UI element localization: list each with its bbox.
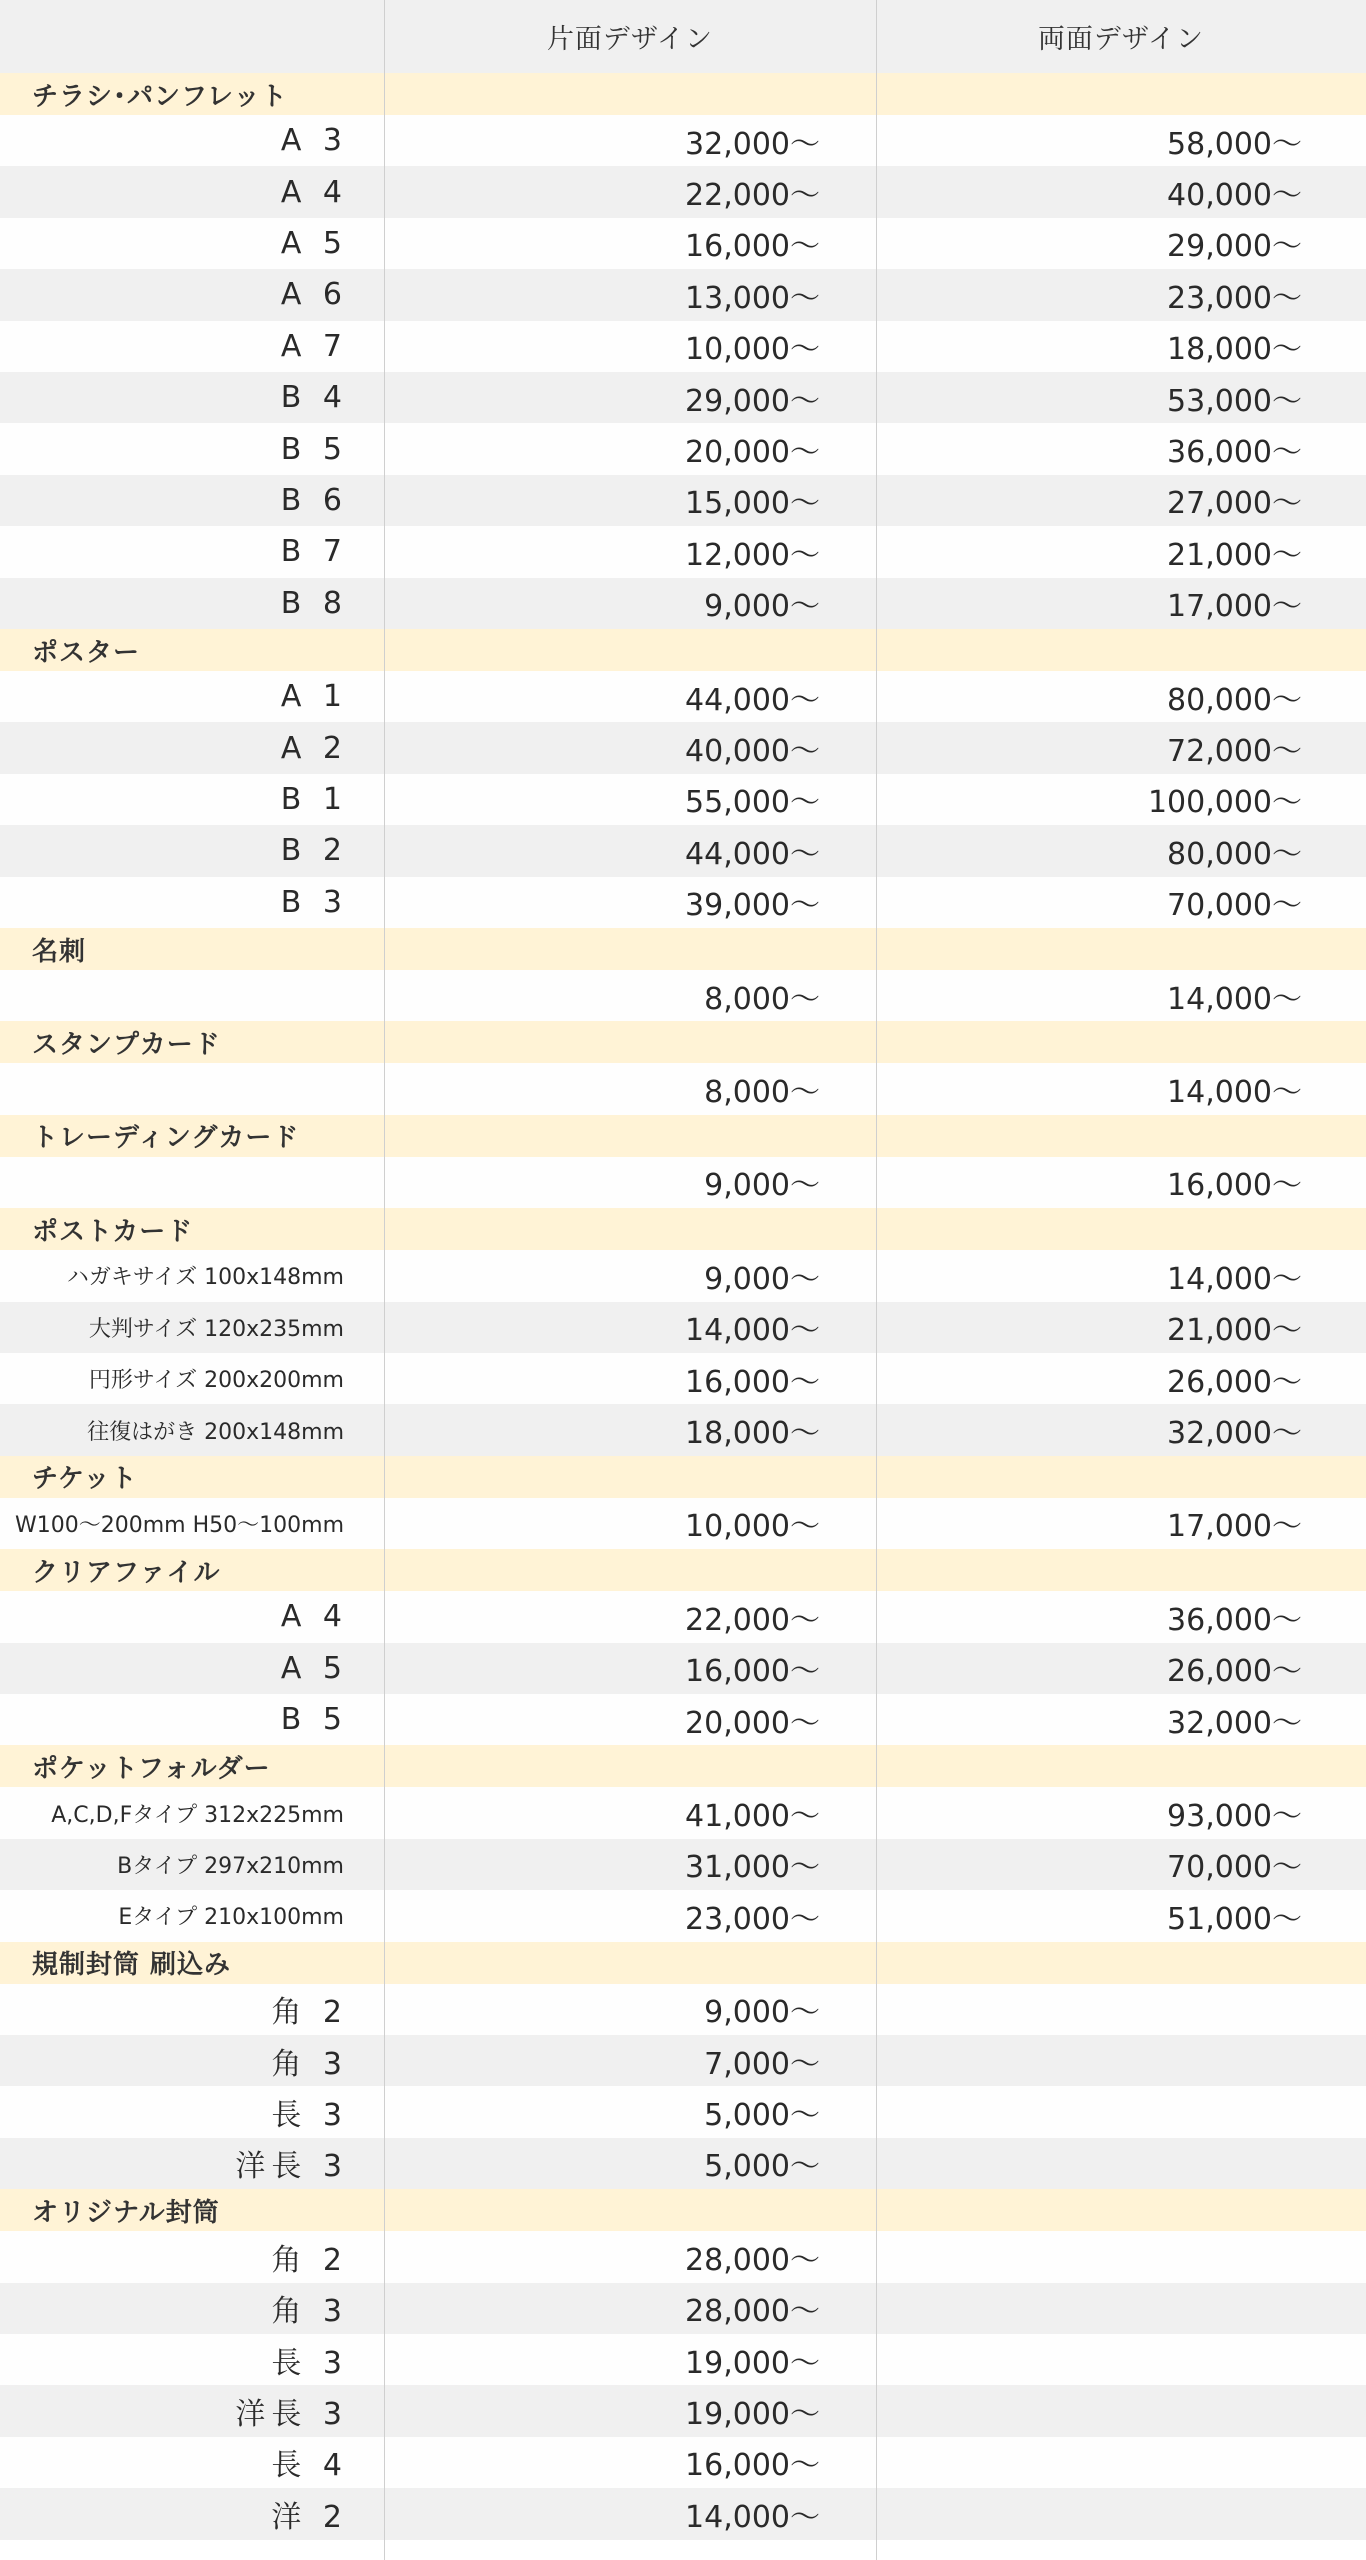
single-price — [384, 928, 876, 970]
size-label: B 3 — [280, 884, 348, 920]
table-row — [0, 1498, 1366, 1549]
single-price — [384, 1549, 876, 1591]
table-row — [0, 2385, 1366, 2436]
single-price — [384, 1115, 876, 1157]
double-price — [876, 1745, 1366, 1787]
section-row — [0, 1021, 1366, 1063]
single-price: 44,000〜 — [685, 836, 820, 872]
double-price: 14,000〜 — [1167, 981, 1302, 1017]
size-label: 洋 2 — [271, 2499, 348, 2535]
single-price — [384, 73, 876, 115]
section-title: チラシ･パンフレット — [32, 81, 288, 112]
size-label: 長 3 — [271, 2098, 348, 2134]
double-price — [876, 1021, 1366, 1063]
double-price: 14,000〜 — [1167, 1075, 1302, 1111]
size-label: A 6 — [280, 277, 348, 313]
size-label: 大判サイズ 120x235mm — [88, 1316, 344, 1342]
header-double-design: 両面デザイン — [1037, 24, 1205, 55]
table-row — [0, 1890, 1366, 1941]
table-row — [0, 321, 1366, 372]
table-row — [0, 1839, 1366, 1890]
single-price: 39,000〜 — [685, 888, 820, 924]
single-price: 16,000〜 — [685, 2448, 820, 2484]
double-price — [876, 2334, 1366, 2385]
size-label: 角 3 — [271, 2046, 348, 2082]
section-title: チケット — [32, 1464, 138, 1495]
table-header — [0, 0, 1366, 73]
double-price: 80,000〜 — [1167, 682, 1302, 718]
section-row — [0, 1115, 1366, 1157]
size-label: B 6 — [280, 482, 348, 518]
double-price — [876, 1942, 1366, 1984]
double-price: 21,000〜 — [1167, 1313, 1302, 1349]
size-label: 角 2 — [271, 2242, 348, 2278]
size-label: A 2 — [280, 730, 348, 766]
single-price: 9,000〜 — [704, 1168, 820, 1204]
single-price: 19,000〜 — [685, 2345, 820, 2381]
double-price: 14,000〜 — [1167, 1261, 1302, 1297]
single-price — [384, 1745, 876, 1787]
size-label: B 5 — [280, 1702, 348, 1738]
double-price: 17,000〜 — [1167, 589, 1302, 625]
double-price — [876, 1115, 1366, 1157]
double-price: 26,000〜 — [1167, 1364, 1302, 1400]
double-price: 51,000〜 — [1167, 1901, 1302, 1937]
double-price: 36,000〜 — [1167, 435, 1302, 471]
single-price: 16,000〜 — [685, 1364, 820, 1400]
double-price — [876, 2385, 1366, 2436]
table-row — [0, 269, 1366, 320]
size-label — [0, 970, 384, 1021]
single-price — [384, 1456, 876, 1498]
double-price: 17,000〜 — [1167, 1509, 1302, 1545]
double-price: 53,000〜 — [1167, 383, 1302, 419]
table-row — [0, 1787, 1366, 1838]
double-price — [876, 1549, 1366, 1591]
section-title: トレーディングカード — [32, 1123, 300, 1154]
size-label: Bタイプ 297x210mm — [117, 1853, 344, 1879]
single-price: 7,000〜 — [704, 2046, 820, 2082]
table-row — [0, 1984, 1366, 2035]
table-row — [0, 1063, 1366, 1114]
size-label: B 8 — [280, 585, 348, 621]
double-price: 32,000〜 — [1167, 1705, 1302, 1741]
single-price — [384, 1208, 876, 1250]
single-price: 40,000〜 — [685, 734, 820, 770]
table-row — [0, 218, 1366, 269]
single-price: 10,000〜 — [685, 332, 820, 368]
size-label: W100〜200mm H50〜100mm — [15, 1512, 344, 1538]
section-row — [0, 1549, 1366, 1591]
double-price — [876, 2437, 1366, 2488]
table-row — [0, 526, 1366, 577]
size-label: 長 3 — [271, 2345, 348, 2381]
single-price: 16,000〜 — [685, 229, 820, 265]
double-price: 23,000〜 — [1167, 280, 1302, 316]
table-row — [0, 2437, 1366, 2488]
single-price: 22,000〜 — [685, 1602, 820, 1638]
single-price: 28,000〜 — [685, 2294, 820, 2330]
double-price: 21,000〜 — [1167, 537, 1302, 573]
size-label: Eタイプ 210x100mm — [118, 1905, 344, 1931]
single-price: 12,000〜 — [685, 537, 820, 573]
table-row — [0, 578, 1366, 629]
single-price: 44,000〜 — [685, 682, 820, 718]
size-label: 円形サイズ 200x200mm — [88, 1368, 344, 1394]
double-price: 70,000〜 — [1167, 888, 1302, 924]
double-price — [876, 928, 1366, 970]
table-row — [0, 2035, 1366, 2086]
single-price: 8,000〜 — [704, 1075, 820, 1111]
table-row — [0, 2283, 1366, 2334]
section-row — [0, 1456, 1366, 1498]
double-price: 16,000〜 — [1167, 1168, 1302, 1204]
table-row — [0, 115, 1366, 166]
single-price: 16,000〜 — [685, 1654, 820, 1690]
size-label: B 2 — [280, 833, 348, 869]
size-label: 角 3 — [271, 2294, 348, 2330]
double-price — [876, 2189, 1366, 2231]
table-row — [0, 475, 1366, 526]
table-row — [0, 2231, 1366, 2282]
single-price — [384, 629, 876, 671]
double-price: 18,000〜 — [1167, 332, 1302, 368]
single-price: 19,000〜 — [685, 2397, 820, 2433]
column-divider-2 — [876, 0, 877, 2560]
single-price: 15,000〜 — [685, 486, 820, 522]
single-price: 22,000〜 — [685, 178, 820, 214]
section-row — [0, 73, 1366, 115]
single-price — [384, 1021, 876, 1063]
single-price: 14,000〜 — [685, 2499, 820, 2535]
single-price: 9,000〜 — [704, 1261, 820, 1297]
size-label: A 7 — [280, 328, 348, 364]
table-row — [0, 774, 1366, 825]
single-price: 13,000〜 — [685, 280, 820, 316]
single-price: 10,000〜 — [685, 1509, 820, 1545]
single-price: 20,000〜 — [685, 1705, 820, 1741]
single-price: 55,000〜 — [685, 785, 820, 821]
table-row — [0, 2086, 1366, 2137]
double-price — [876, 2488, 1366, 2539]
double-price — [876, 1984, 1366, 2035]
double-price — [876, 2086, 1366, 2137]
size-label — [0, 1063, 384, 1114]
header-single-design: 片面デザイン — [546, 24, 714, 55]
table-row — [0, 372, 1366, 423]
table-row — [0, 825, 1366, 876]
double-price: 72,000〜 — [1167, 734, 1302, 770]
double-price: 100,000〜 — [1147, 785, 1302, 821]
table-row — [0, 1157, 1366, 1208]
single-price: 41,000〜 — [685, 1799, 820, 1835]
section-title: ポスター — [32, 637, 141, 668]
section-row — [0, 1745, 1366, 1787]
section-title: 規制封筒 刷込み — [32, 1950, 232, 1981]
size-label — [0, 1157, 384, 1208]
table-row — [0, 423, 1366, 474]
section-title: クリアファイル — [32, 1557, 221, 1588]
double-price: 40,000〜 — [1167, 178, 1302, 214]
size-label: B 5 — [280, 431, 348, 467]
single-price: 18,000〜 — [685, 1416, 820, 1452]
single-price: 29,000〜 — [685, 383, 820, 419]
single-price — [384, 2189, 876, 2231]
table-row — [0, 1353, 1366, 1404]
double-price: 80,000〜 — [1167, 836, 1302, 872]
single-price: 9,000〜 — [704, 589, 820, 625]
size-label: B 1 — [280, 781, 348, 817]
table-row — [0, 2488, 1366, 2539]
single-price: 9,000〜 — [704, 1995, 820, 2031]
section-row — [0, 928, 1366, 970]
header-label-cell — [0, 0, 384, 73]
size-label: 角 2 — [271, 1995, 348, 2031]
section-row — [0, 1942, 1366, 1984]
section-title: スタンプカード — [32, 1029, 221, 1060]
double-price: 36,000〜 — [1167, 1602, 1302, 1638]
size-label: A 1 — [280, 679, 348, 715]
table-row — [0, 2138, 1366, 2189]
section-title: 名刺 — [32, 936, 87, 967]
double-price — [876, 1208, 1366, 1250]
double-price — [876, 2283, 1366, 2334]
section-title: ポケットフォルダー — [32, 1753, 271, 1784]
double-price: 32,000〜 — [1167, 1416, 1302, 1452]
section-title: オリジナル封筒 — [32, 2197, 220, 2228]
table-row — [0, 1694, 1366, 1745]
size-label: 往復はがき 200x148mm — [87, 1419, 344, 1445]
table-row — [0, 166, 1366, 217]
size-label: B 4 — [280, 380, 348, 416]
double-price — [876, 73, 1366, 115]
table-row — [0, 2334, 1366, 2385]
double-price: 58,000〜 — [1167, 126, 1302, 162]
table-row — [0, 1302, 1366, 1353]
single-price: 5,000〜 — [704, 2149, 820, 2185]
single-price: 14,000〜 — [685, 1313, 820, 1349]
single-price: 5,000〜 — [704, 2098, 820, 2134]
size-label: A 5 — [280, 225, 348, 261]
double-price: 26,000〜 — [1167, 1654, 1302, 1690]
double-price — [876, 1456, 1366, 1498]
table-row — [0, 877, 1366, 928]
double-price — [876, 2138, 1366, 2189]
table-row — [0, 1643, 1366, 1694]
double-price — [876, 2231, 1366, 2282]
section-row — [0, 1208, 1366, 1250]
table-row — [0, 722, 1366, 773]
double-price: 27,000〜 — [1167, 486, 1302, 522]
double-price: 70,000〜 — [1167, 1850, 1302, 1886]
single-price: 20,000〜 — [685, 435, 820, 471]
single-price: 8,000〜 — [704, 981, 820, 1017]
size-label: A 4 — [280, 1599, 348, 1635]
table-row — [0, 671, 1366, 722]
single-price — [384, 1942, 876, 1984]
size-label: A 4 — [280, 174, 348, 210]
section-row — [0, 629, 1366, 671]
size-label: A 3 — [280, 123, 348, 159]
size-label: 長 4 — [271, 2448, 348, 2484]
table-row — [0, 1250, 1366, 1301]
table-row — [0, 970, 1366, 1021]
section-row — [0, 2189, 1366, 2231]
single-price: 31,000〜 — [685, 1850, 820, 1886]
size-label: B 7 — [280, 534, 348, 570]
single-price: 32,000〜 — [685, 126, 820, 162]
double-price: 29,000〜 — [1167, 229, 1302, 265]
size-label: ハガキサイズ 100x148mm — [66, 1265, 344, 1291]
section-title: ポストカード — [32, 1216, 194, 1247]
size-label: 洋長 3 — [235, 2397, 348, 2433]
size-label: A,C,D,Fタイプ 312x225mm — [51, 1802, 344, 1828]
double-price: 93,000〜 — [1167, 1799, 1302, 1835]
single-price: 23,000〜 — [685, 1901, 820, 1937]
size-label: 洋長 3 — [235, 2149, 348, 2185]
size-label: A 5 — [280, 1650, 348, 1686]
double-price — [876, 629, 1366, 671]
column-divider-1 — [384, 0, 385, 2560]
table-row — [0, 1404, 1366, 1455]
table-row — [0, 1591, 1366, 1642]
single-price: 28,000〜 — [685, 2242, 820, 2278]
double-price — [876, 2035, 1366, 2086]
